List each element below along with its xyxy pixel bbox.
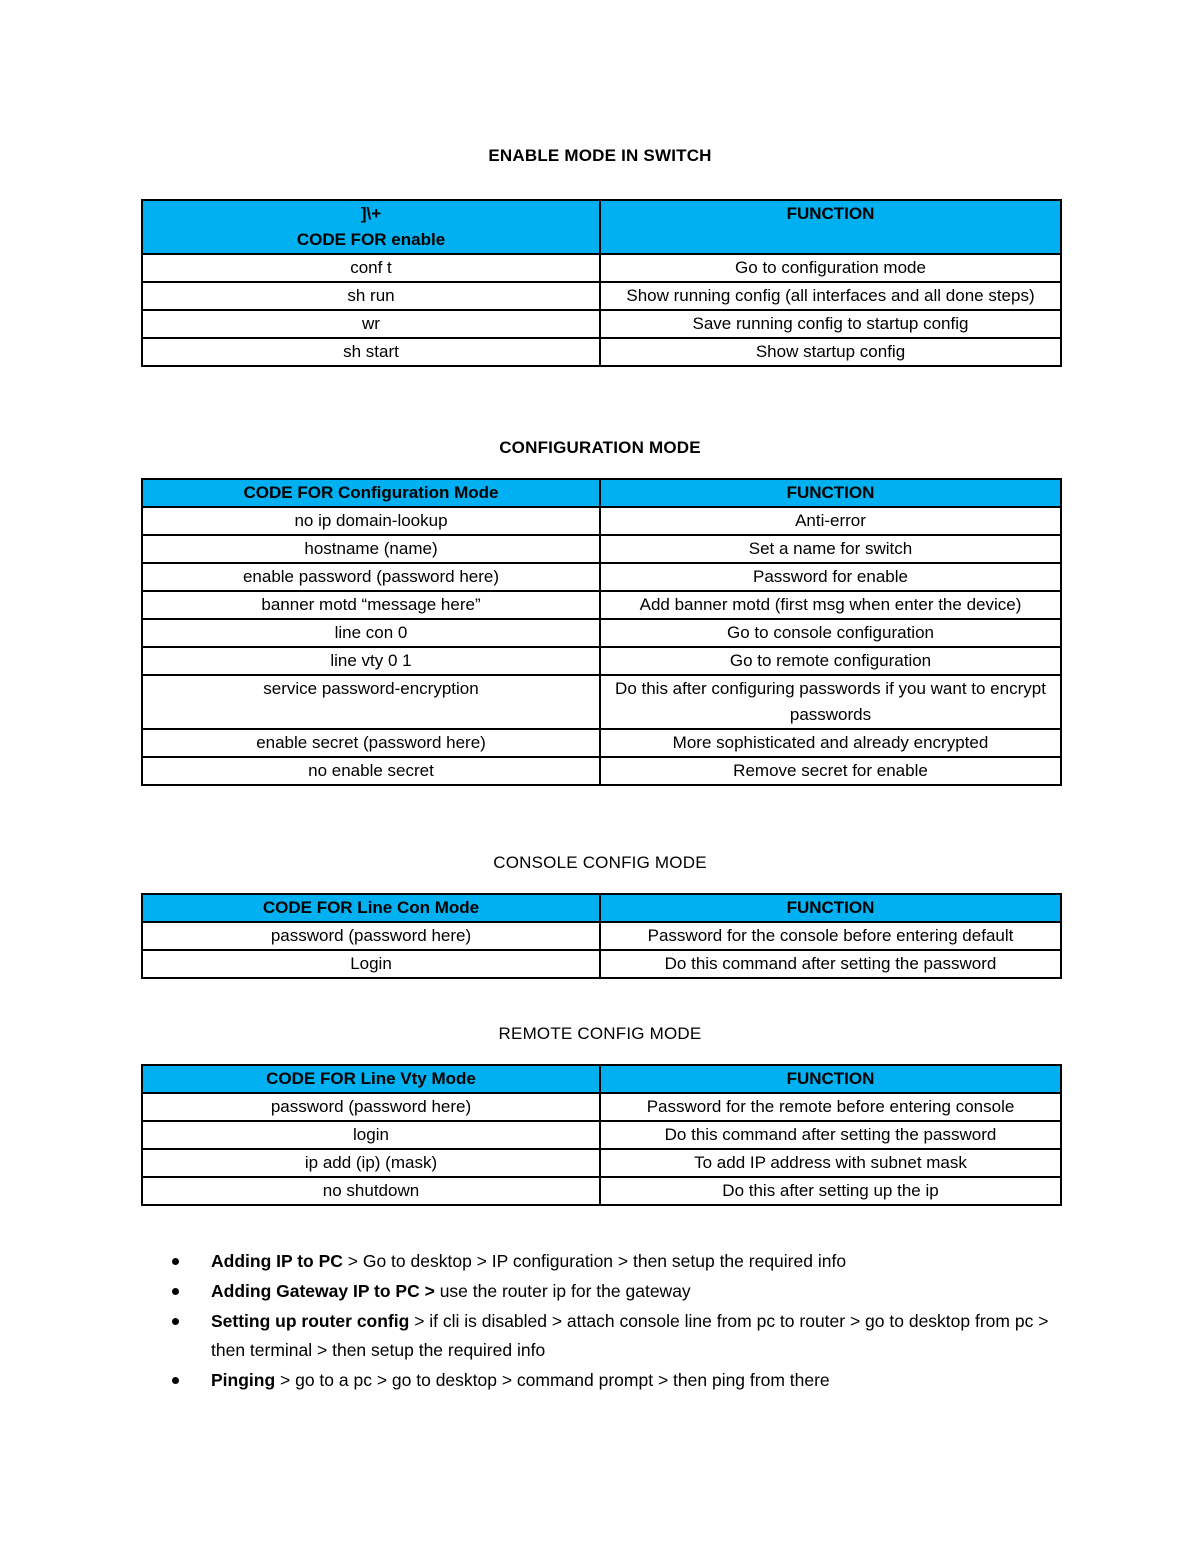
code-cell: wr (142, 310, 600, 338)
function-cell: Password for enable (600, 563, 1061, 591)
table-row (142, 757, 1061, 785)
header-code-line1: ]\+ (360, 204, 382, 223)
table-row (142, 922, 1061, 950)
table-row (142, 254, 1061, 282)
table-row (142, 310, 1061, 338)
table-header-row (142, 1065, 1061, 1093)
list-item (170, 1247, 1050, 1276)
code-cell: hostname (name) (142, 535, 600, 563)
table-row (142, 619, 1061, 647)
header-cell-function: FUNCTION (600, 479, 1061, 507)
code-cell: line vty 0 1 (142, 647, 600, 675)
bullet-icon (172, 1288, 179, 1295)
code-cell: Login (142, 950, 600, 978)
function-cell: Do this command after setting the password (600, 950, 1061, 978)
function-cell: Go to console configuration (600, 619, 1061, 647)
header-cell-function: FUNCTION (600, 200, 1061, 254)
table-row (142, 1177, 1061, 1205)
table-header-row (142, 200, 1061, 254)
note-bold: Adding IP to PC (211, 1251, 343, 1271)
list-item (170, 1307, 1050, 1365)
table-row (142, 507, 1061, 535)
table-header-row (142, 894, 1061, 922)
table-remote-config-mode (141, 1064, 1062, 1206)
table-enable-mode (141, 199, 1062, 367)
section-title-remote-config-mode: REMOTE CONFIG MODE (498, 1024, 702, 1043)
function-cell: Password for the console before entering default (600, 922, 1061, 950)
table-row (142, 591, 1061, 619)
table-row (142, 647, 1061, 675)
note-bold: Setting up router config (211, 1311, 410, 1331)
table-configuration-mode (141, 478, 1062, 786)
table-header-row (142, 479, 1061, 507)
function-cell: More sophisticated and already encrypted (600, 729, 1061, 757)
table-row (142, 950, 1061, 978)
note-text: > Go to desktop > IP configuration > then setup the required info (342, 1251, 847, 1271)
function-cell: Do this after configuring passwords if you want to encrypt passwords (600, 675, 1061, 729)
code-cell: sh start (142, 338, 600, 366)
code-cell: no enable secret (142, 757, 600, 785)
code-cell: enable password (password here) (142, 563, 600, 591)
note-text: > go to a pc > go to desktop > command prompt > then ping from there (275, 1370, 830, 1390)
table-row (142, 338, 1061, 366)
bullet-icon (172, 1318, 179, 1325)
bullet-icon (172, 1377, 179, 1384)
function-cell: Set a name for switch (600, 535, 1061, 563)
code-cell: line con 0 (142, 619, 600, 647)
table-row (142, 1149, 1061, 1177)
code-cell: ip add (ip) (mask) (142, 1149, 600, 1177)
list-item (170, 1366, 1050, 1395)
function-cell: Go to remote configuration (600, 647, 1061, 675)
header-cell-code: CODE FOR Configuration Mode (142, 479, 600, 507)
function-cell: Show running config (all interfaces and all done steps) (600, 282, 1061, 310)
section-title-enable-mode: ENABLE MODE IN SWITCH (488, 146, 712, 165)
function-cell: Password for the remote before entering console (600, 1093, 1061, 1121)
note-bold: Adding Gateway IP to PC > (211, 1281, 435, 1301)
note-text: use the router ip for the gateway (434, 1281, 691, 1301)
header-cell-function: FUNCTION (600, 1065, 1061, 1093)
function-cell: Add banner motd (first msg when enter the device) (600, 591, 1061, 619)
function-cell: Remove secret for enable (600, 757, 1061, 785)
note-bold: Pinging (211, 1370, 276, 1390)
code-cell: no shutdown (142, 1177, 600, 1205)
section-title-configuration-mode: CONFIGURATION MODE (499, 438, 701, 457)
table-row (142, 535, 1061, 563)
header-cell-code (142, 200, 600, 254)
code-cell: sh run (142, 282, 600, 310)
code-cell: password (password here) (142, 1093, 600, 1121)
function-cell: Show startup config (600, 338, 1061, 366)
function-cell: Save running config to startup config (600, 310, 1061, 338)
bullet-icon (172, 1258, 179, 1265)
function-cell: Go to configuration mode (600, 254, 1061, 282)
code-cell: banner motd “message here” (142, 591, 600, 619)
code-cell: enable secret (password here) (142, 729, 600, 757)
notes-list (170, 1247, 1050, 1396)
list-item (170, 1277, 1050, 1306)
function-cell: Do this after setting up the ip (600, 1177, 1061, 1205)
table-row (142, 282, 1061, 310)
header-cell-code: CODE FOR Line Con Mode (142, 894, 600, 922)
header-cell-code: CODE FOR Line Vty Mode (142, 1065, 600, 1093)
function-cell: Anti-error (600, 507, 1061, 535)
code-cell: no ip domain-lookup (142, 507, 600, 535)
table-row (142, 1093, 1061, 1121)
code-cell: service password-encryption (142, 675, 600, 729)
table-row (142, 563, 1061, 591)
code-cell: password (password here) (142, 922, 600, 950)
header-cell-function: FUNCTION (600, 894, 1061, 922)
header-code-line2: CODE FOR enable (296, 230, 446, 249)
section-title-console-config-mode: CONSOLE CONFIG MODE (493, 853, 707, 872)
note-text: > if cli is disabled > attach console line from pc to router > go to desktop from pc > then terminal > then setup the required info (211, 1311, 1049, 1360)
table-row (142, 675, 1061, 729)
function-cell: Do this command after setting the password (600, 1121, 1061, 1149)
function-cell: To add IP address with subnet mask (600, 1149, 1061, 1177)
table-console-config-mode (141, 893, 1062, 979)
table-row (142, 729, 1061, 757)
code-cell: conf t (142, 254, 600, 282)
table-row (142, 1121, 1061, 1149)
code-cell: login (142, 1121, 600, 1149)
